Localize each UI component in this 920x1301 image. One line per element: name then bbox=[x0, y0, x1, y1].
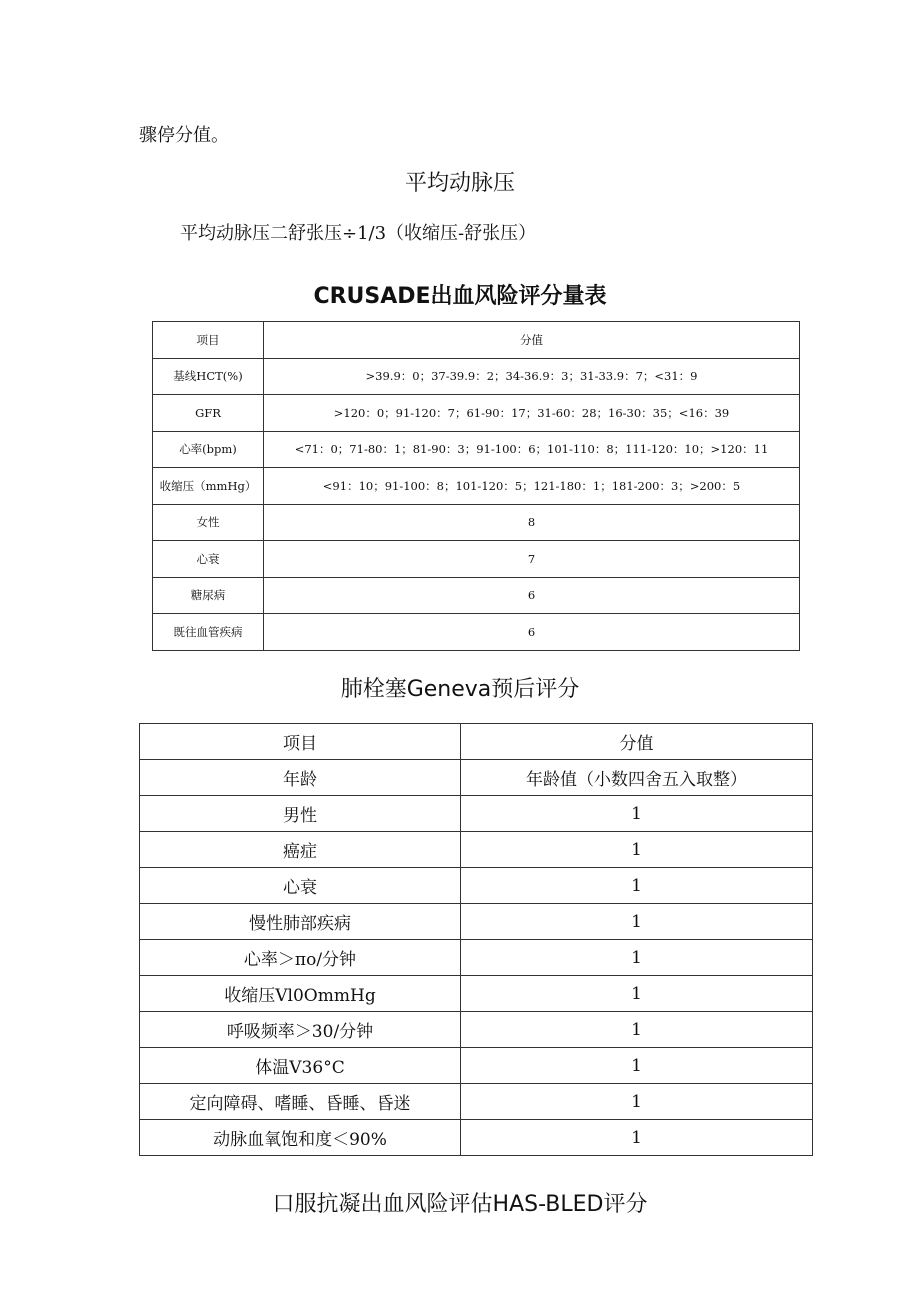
table-row bbox=[153, 577, 800, 614]
row-item: 基线HCT(%) bbox=[153, 358, 264, 395]
map-title: 平均动脉压 bbox=[404, 171, 515, 196]
row-score: <91：10；91-100：8；101-120：5；121-180：1；181-200：3；>200：5 bbox=[264, 468, 800, 505]
row-score: >120：0；91-120：7；61-90：17；31-60：28；16-30：35；<16：39 bbox=[264, 395, 800, 432]
table-row bbox=[140, 1048, 813, 1084]
table-row bbox=[140, 1084, 813, 1120]
row-score: 6 bbox=[264, 614, 800, 651]
row-score: 1 bbox=[461, 976, 813, 1012]
row-item: 定向障碍、嗜睡、昏睡、昏迷 bbox=[140, 1084, 461, 1120]
row-item: 收缩压（mmHg） bbox=[153, 468, 264, 505]
row-score: 1 bbox=[461, 1084, 813, 1120]
row-score: <71：0；71-80：1；81-90：3；91-100：6；101-110：8；111-120：10；>120：11 bbox=[264, 431, 800, 468]
row-score: 1 bbox=[461, 868, 813, 904]
table-header-row bbox=[140, 724, 813, 760]
row-score: 1 bbox=[461, 904, 813, 940]
row-score: >39.9：0；37-39.9：2；34-36.9：3；31-33.9：7；<31：9 bbox=[264, 358, 800, 395]
table-row bbox=[140, 760, 813, 796]
row-score: 1 bbox=[461, 940, 813, 976]
row-item: 男性 bbox=[140, 796, 461, 832]
table-row bbox=[140, 940, 813, 976]
row-item: 心率(bpm) bbox=[153, 431, 264, 468]
table-row bbox=[140, 868, 813, 904]
table-row bbox=[153, 614, 800, 651]
header-score: 分值 bbox=[264, 322, 800, 359]
geneva-table bbox=[139, 723, 813, 1156]
table-row bbox=[140, 976, 813, 1012]
row-item: 心率＞πo/分钟 bbox=[140, 940, 461, 976]
table-row bbox=[153, 358, 800, 395]
row-item: 动脉血氧饱和度＜90% bbox=[140, 1120, 461, 1156]
row-item: 糖尿病 bbox=[153, 577, 264, 614]
hasbled-title: 口服抗凝出血风险评估HAS-BLED评分 bbox=[272, 1192, 648, 1217]
table-row bbox=[140, 904, 813, 940]
table-row bbox=[153, 504, 800, 541]
row-score: 7 bbox=[264, 541, 800, 578]
row-item: 呼吸频率＞30/分钟 bbox=[140, 1012, 461, 1048]
table-row bbox=[140, 832, 813, 868]
row-score: 年龄值（小数四舍五入取整） bbox=[461, 760, 813, 796]
row-item: 心衰 bbox=[140, 868, 461, 904]
row-item: 女性 bbox=[153, 504, 264, 541]
header-item: 项目 bbox=[153, 322, 264, 359]
header-score: 分值 bbox=[461, 724, 813, 760]
row-score: 1 bbox=[461, 832, 813, 868]
row-score: 1 bbox=[461, 1012, 813, 1048]
table-row bbox=[153, 541, 800, 578]
row-score: 6 bbox=[264, 577, 800, 614]
row-score: 8 bbox=[264, 504, 800, 541]
row-item: 癌症 bbox=[140, 832, 461, 868]
table-row bbox=[153, 431, 800, 468]
table-row bbox=[140, 1012, 813, 1048]
row-item: 慢性肺部疾病 bbox=[140, 904, 461, 940]
table-header-row bbox=[153, 322, 800, 359]
table-row bbox=[140, 1120, 813, 1156]
row-item: 体温V36°C bbox=[140, 1048, 461, 1084]
row-item: 收缩压Vl0OmmHg bbox=[140, 976, 461, 1012]
crusade-title: CRUSADE出血风险评分量表 bbox=[313, 284, 607, 309]
row-score: 1 bbox=[461, 796, 813, 832]
row-score: 1 bbox=[461, 1048, 813, 1084]
crusade-table bbox=[152, 321, 800, 651]
header-item: 项目 bbox=[140, 724, 461, 760]
intro-text: 骤停分值。 bbox=[139, 125, 229, 146]
table-row bbox=[153, 468, 800, 505]
row-score: 1 bbox=[461, 1120, 813, 1156]
row-item: 既往血管疾病 bbox=[153, 614, 264, 651]
row-item: 年龄 bbox=[140, 760, 461, 796]
map-formula: 平均动脉压二舒张压÷1/3（收缩压-舒张压） bbox=[180, 223, 537, 244]
table-row bbox=[153, 395, 800, 432]
geneva-title: 肺栓塞Geneva预后评分 bbox=[340, 677, 580, 702]
table-row bbox=[140, 796, 813, 832]
row-item: 心衰 bbox=[153, 541, 264, 578]
row-item: GFR bbox=[153, 395, 264, 432]
